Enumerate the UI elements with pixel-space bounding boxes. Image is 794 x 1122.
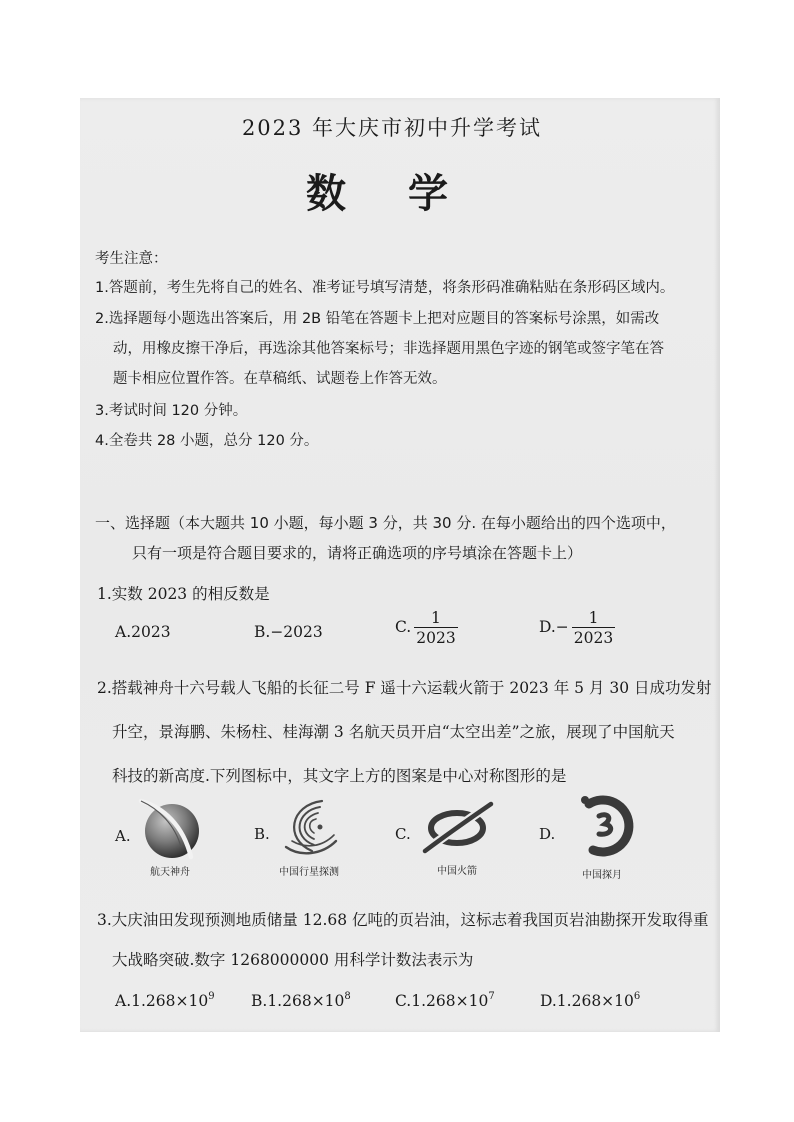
q3-option-d-exponent: 6 bbox=[633, 991, 641, 1002]
q1-option-c-numerator: 1 bbox=[431, 609, 441, 627]
q3-option-b-exponent: 8 bbox=[344, 991, 351, 1002]
q3-option-d-base: D.1.268×10 bbox=[540, 992, 634, 1010]
notice-item-3: 3.考试时间 120 分钟。 bbox=[95, 403, 248, 419]
q2-stem-line-3: 科技的新高度.下列图标中，其文字上方的图案是中心对称图形的是 bbox=[112, 767, 567, 785]
q1-option-d-numerator: 1 bbox=[588, 609, 599, 627]
notice-item-2-line-1: 2.选择题每小题选出答案后，用 2B 铅笔在答题卡上把对应题目的答案标号涂黑，如需改 bbox=[95, 311, 660, 327]
q1-option-c-fraction bbox=[414, 609, 457, 647]
exam-subject: 数学 bbox=[306, 170, 510, 217]
q2-option-d-label: D. bbox=[539, 825, 556, 843]
notice-heading: 考生注意： bbox=[95, 251, 168, 267]
q3-option-d bbox=[540, 990, 640, 1012]
shenzhou-sphere-icon bbox=[137, 795, 203, 861]
q2-option-d bbox=[539, 792, 649, 882]
q3-option-c-exponent: 7 bbox=[488, 991, 495, 1002]
q2-option-d-caption: 中国探月 bbox=[582, 870, 622, 881]
planet-exploration-swirl-icon bbox=[276, 797, 342, 859]
q3-option-b-base: B.1.268×10 bbox=[251, 992, 345, 1010]
q2-option-a-label: A. bbox=[115, 827, 131, 845]
q2-option-c-caption: 中国火箭 bbox=[437, 866, 477, 877]
q2-option-b-caption: 中国行星探测 bbox=[279, 867, 339, 878]
q2-stem-line-2: 升空，景海鹏、朱杨柱、桂海潮 3 名航天员开启“太空出差”之旅，展现了中国航天 bbox=[112, 723, 675, 741]
q1-option-c-denominator: 2023 bbox=[416, 629, 456, 647]
rocket-ring-icon bbox=[419, 801, 495, 857]
q3-option-b bbox=[251, 990, 351, 1012]
q2-option-c-label: C. bbox=[395, 825, 411, 843]
q3-option-a-base: A.1.268×10 bbox=[115, 992, 209, 1010]
notice-item-4: 4.全卷共 28 小题，总分 120 分。 bbox=[95, 433, 319, 449]
q1-option-b: B.−2023 bbox=[254, 623, 323, 641]
q1-option-d-label: D.− bbox=[539, 618, 569, 636]
q1-option-c bbox=[395, 609, 458, 647]
scanned-paper bbox=[80, 98, 720, 1032]
q2-option-b-label: B. bbox=[254, 825, 270, 843]
q2-option-a bbox=[115, 795, 225, 880]
q3-stem-line-1: 3.大庆油田发现预测地质储量 12.68 亿吨的页岩油，这标志着我国页岩油勘探开发取得重 bbox=[97, 911, 709, 929]
lunar-exploration-icon bbox=[575, 792, 637, 860]
notice-item-1: 1.答题前，考生先将自己的姓名、准考证号填写清楚，将条形码准确粘贴在条形码区域内。 bbox=[95, 280, 675, 296]
q1-option-d-fraction bbox=[572, 609, 615, 647]
q1-stem: 1.实数 2023 的相反数是 bbox=[97, 585, 270, 603]
q1-option-d-denominator: 2023 bbox=[573, 629, 614, 647]
q3-option-c-base: C.1.268×10 bbox=[395, 992, 489, 1010]
q3-stem-line-2: 大战略突破.数字 1268000000 用科学计数法表示为 bbox=[112, 951, 474, 969]
section-1-heading-line-2: 只有一项是符合题目要求的，请将正确选项的序号填涂在答题卡上） bbox=[132, 544, 583, 562]
q3-option-c bbox=[395, 990, 495, 1012]
q1-option-c-label: C. bbox=[395, 618, 412, 636]
exam-title: 2023 年大庆市初中升学考试 bbox=[241, 116, 543, 140]
q2-option-a-caption: 航天神舟 bbox=[150, 867, 190, 878]
q2-option-b bbox=[254, 795, 364, 880]
q1-option-d bbox=[539, 609, 615, 647]
q2-stem-line-1: 2.搭载神舟十六号载人飞船的长征二号 F 遥十六运载火箭于 2023 年 5 月 30 日成功发射 bbox=[97, 679, 712, 697]
q3-option-a-exponent: 9 bbox=[208, 991, 215, 1002]
notice-item-2-line-3: 题卡相应位置作答。在草稿纸、试题卷上作答无效。 bbox=[113, 371, 447, 387]
q3-option-a bbox=[115, 990, 215, 1012]
q2-option-c bbox=[395, 795, 515, 880]
q1-option-a: A.2023 bbox=[115, 623, 171, 641]
notice-item-2-line-2: 动，用橡皮擦干净后，再选涂其他答案标号；非选择题用黑色字迹的钢笔或签字笔在答 bbox=[113, 341, 664, 357]
section-1-heading-line-1: 一、选择题（本大题共 10 小题，每小题 3 分，共 30 分. 在每小题给出的四个选项中， bbox=[95, 514, 676, 532]
